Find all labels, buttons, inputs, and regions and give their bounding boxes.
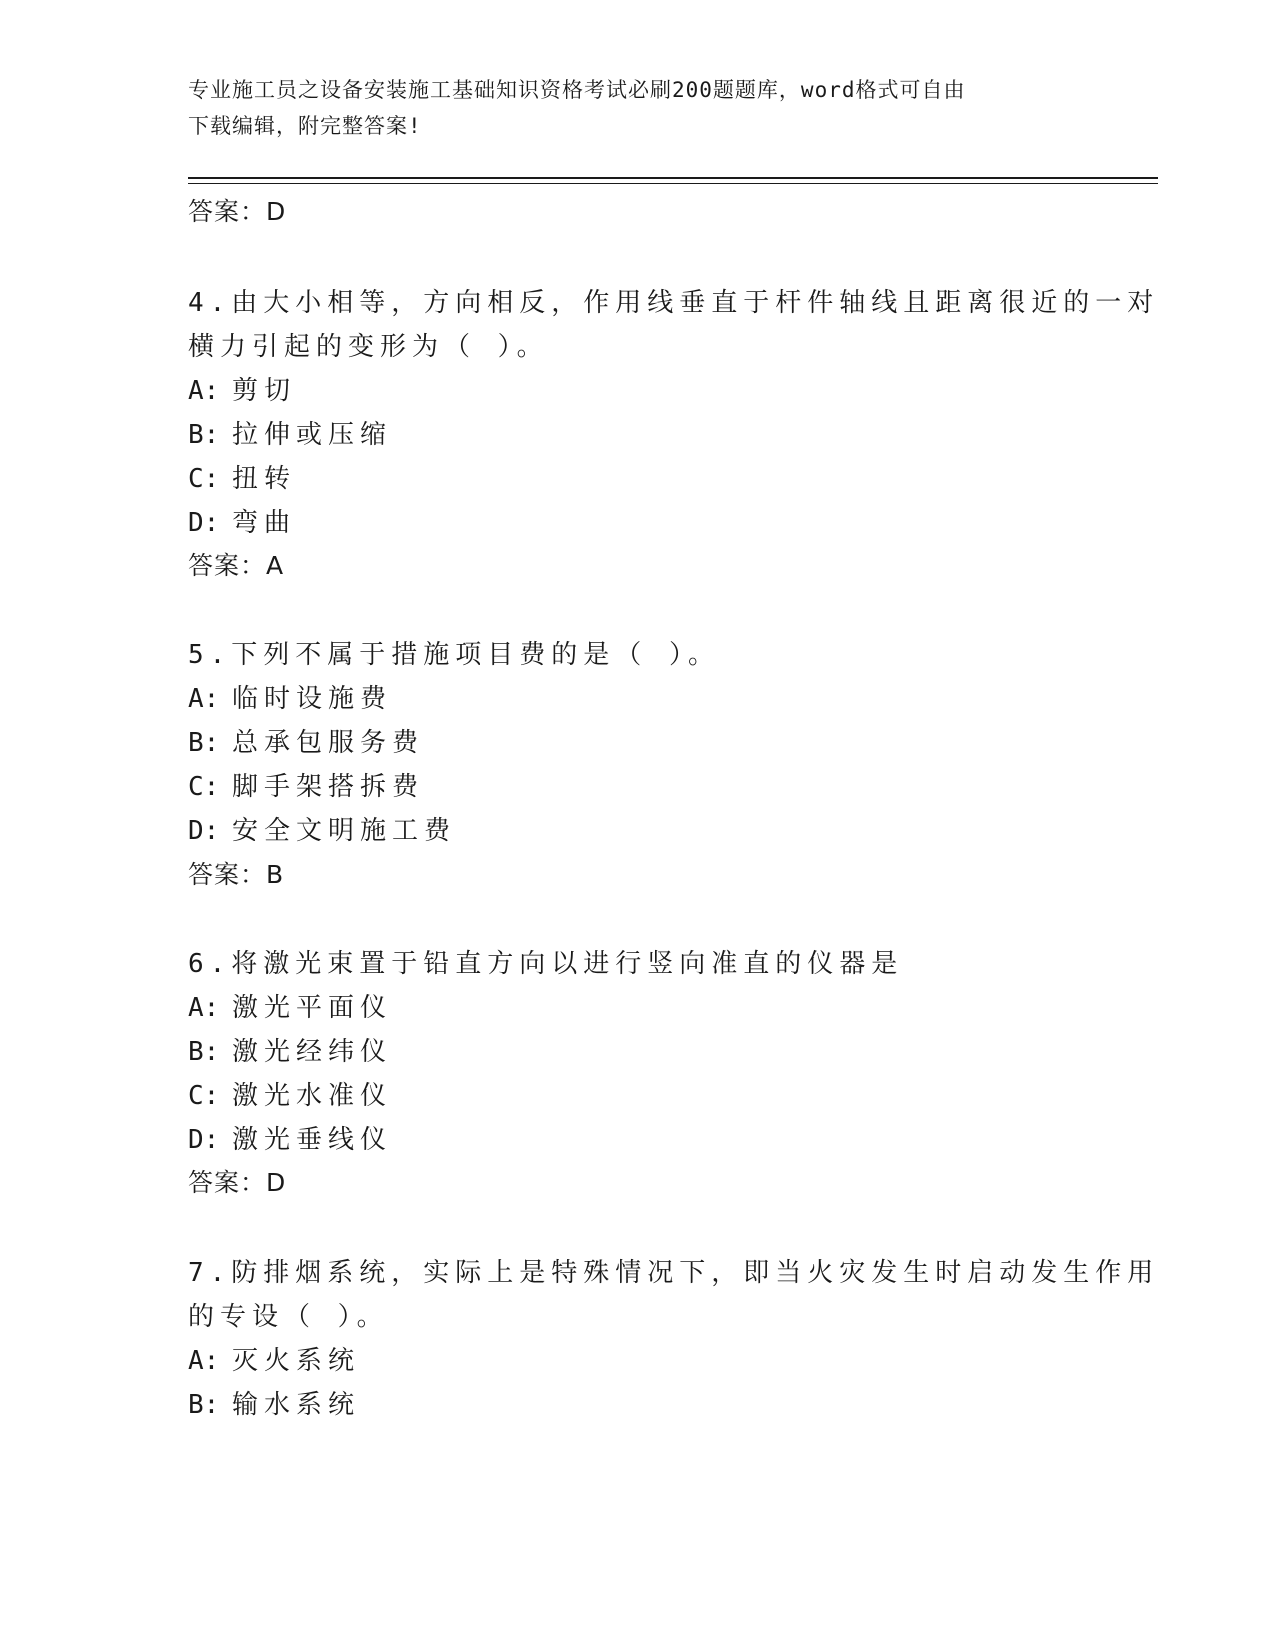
option-text: 拉伸或压缩 <box>232 420 393 450</box>
question-6-option-c <box>188 1075 392 1112</box>
header-divider-thin <box>188 183 1158 184</box>
option-letter: B: <box>188 728 220 758</box>
question-7-option-b <box>188 1384 360 1421</box>
question-6-option-b <box>188 1031 392 1068</box>
option-letter: C: <box>188 464 220 494</box>
question-6-option-a <box>188 987 392 1024</box>
option-letter: D: <box>188 816 220 846</box>
option-letter: A: <box>188 376 220 406</box>
header-divider-thick <box>188 177 1158 179</box>
question-7-stem-line-1: 7.防排烟系统，实际上是特殊情况下，即当火灾发生时启动发生作用 <box>188 1258 1160 1288</box>
option-text: 灭火系统 <box>232 1346 361 1376</box>
question-4-option-b <box>188 414 392 451</box>
question-5-answer: 答案：B <box>188 860 285 889</box>
question-5-option-d <box>188 810 456 847</box>
question-5-option-c <box>188 766 424 803</box>
option-letter: D: <box>188 1125 220 1155</box>
question-4-option-d <box>188 502 296 539</box>
option-letter: B: <box>188 420 220 450</box>
question-7-stem-line-2: 的专设（ ）。 <box>188 1302 389 1332</box>
option-letter: A: <box>188 684 220 714</box>
question-6-answer: 答案：D <box>188 1168 287 1197</box>
question-4-answer: 答案：A <box>188 551 285 580</box>
option-text: 剪切 <box>232 376 297 406</box>
option-text: 激光平面仪 <box>232 993 393 1023</box>
question-6-stem: 6.将激光束置于铅直方向以进行竖向准直的仪器是 <box>188 949 904 979</box>
question-4-stem-line-1: 4.由大小相等，方向相反，作用线垂直于杆件轴线且距离很近的一对 <box>188 288 1160 318</box>
document-header <box>188 72 1078 144</box>
option-letter: C: <box>188 772 220 802</box>
option-letter: A: <box>188 1346 220 1376</box>
question-4-stem-line-2: 横力引起的变形为（ ）。 <box>188 332 549 362</box>
option-text: 激光垂线仪 <box>232 1125 393 1155</box>
previous-answer: 答案：D <box>188 197 287 226</box>
header-line-2: 下载编辑，附完整答案! <box>188 114 422 138</box>
option-text: 安全文明施工费 <box>232 816 457 846</box>
option-text: 临时设施费 <box>232 684 393 714</box>
question-5-stem: 5.下列不属于措施项目费的是（ ）。 <box>188 640 720 670</box>
question-4-option-c <box>188 458 296 495</box>
question-5-option-a <box>188 678 392 715</box>
option-letter: D: <box>188 508 220 538</box>
option-text: 输水系统 <box>232 1390 361 1420</box>
option-letter: A: <box>188 993 220 1023</box>
option-letter: B: <box>188 1037 220 1067</box>
option-letter: C: <box>188 1081 220 1111</box>
header-line-1: 专业施工员之设备安装施工基础知识资格考试必刷200题题库，word格式可自由 <box>188 78 966 102</box>
option-text: 总承包服务费 <box>232 728 425 758</box>
question-4-option-a <box>188 370 296 407</box>
option-text: 激光经纬仪 <box>232 1037 393 1067</box>
question-6-option-d <box>188 1119 392 1156</box>
question-7-option-a <box>188 1340 360 1377</box>
question-5-option-b <box>188 722 424 759</box>
option-text: 扭转 <box>232 464 297 494</box>
option-text: 激光水准仪 <box>232 1081 393 1111</box>
option-letter: B: <box>188 1390 220 1420</box>
option-text: 弯曲 <box>232 508 297 538</box>
option-text: 脚手架搭拆费 <box>232 772 425 802</box>
